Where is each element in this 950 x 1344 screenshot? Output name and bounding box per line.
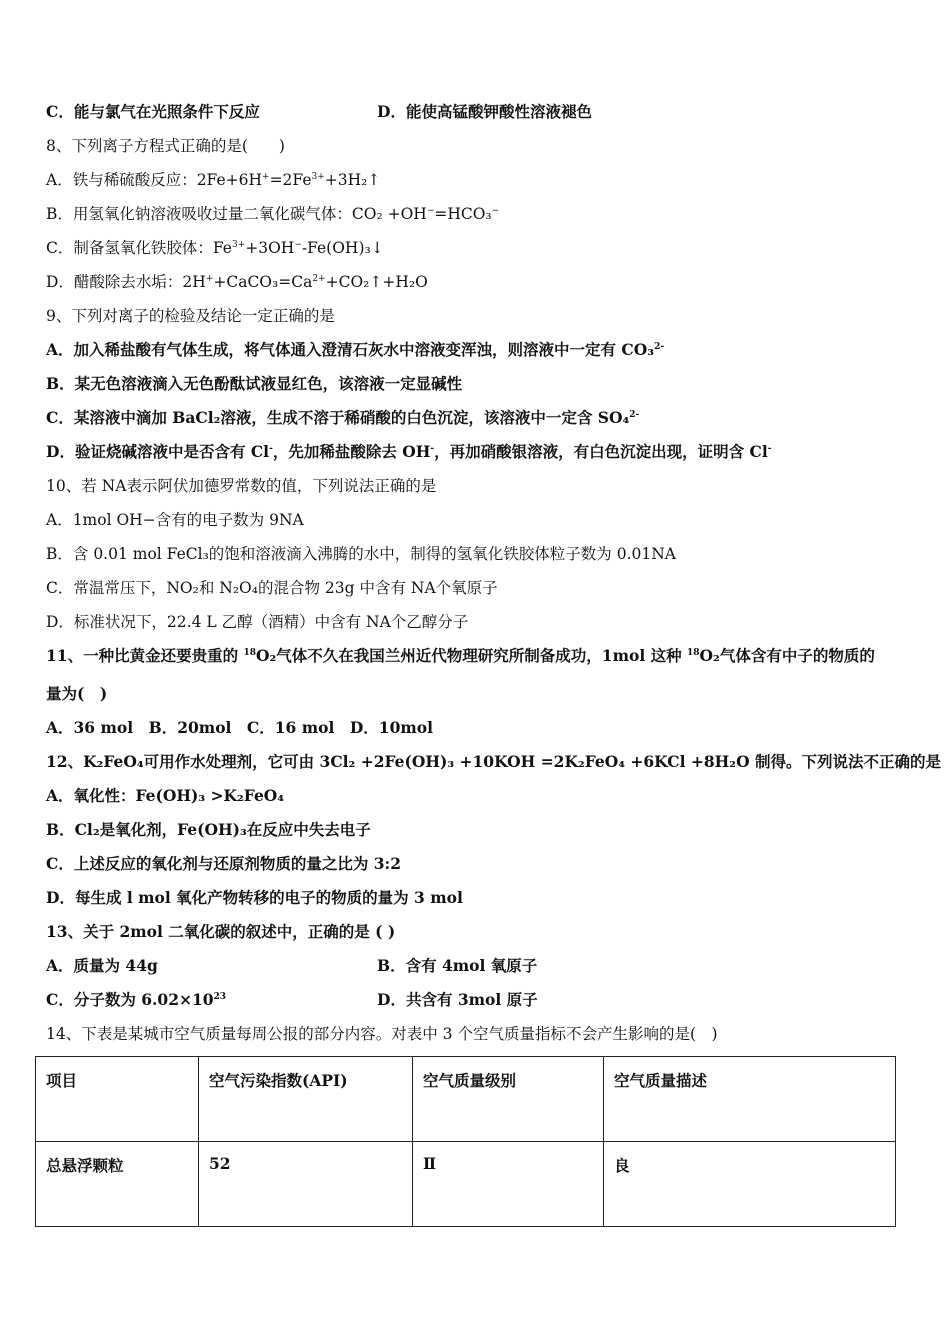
table-row (36, 1142, 896, 1227)
q12-option-c: C．上述反应的氧化剂与还原剂物质的量之比为 3:2 (46, 854, 402, 873)
q10-option-a: A．1mol OH−含有的电子数为 9NA (46, 511, 304, 529)
q8-c-text2: +3OH (245, 239, 295, 257)
q9-option-a (46, 340, 664, 360)
table-header-cell: 空气污染指数(API) (199, 1057, 413, 1142)
q11-text3: O₂气体含有中子的物质的 (699, 646, 875, 665)
q13-stem: 13、关于 2mol 二氧化碳的叙述中，正确的是 ( ) (46, 922, 396, 941)
q9-d-text2: ，先加稀盐酸除去 OH (272, 442, 431, 461)
q11-text2: O₂气体不久在我国兰州近代物理研究所制备成功，1mol 这种 (256, 646, 687, 665)
q8-c-sup2: − (294, 239, 302, 250)
q8-a-text2: =2Fe (269, 171, 312, 189)
q11-options: A．36 mol B．20mol C．16 mol D．10mol (46, 718, 433, 737)
q8-d-sup1: + (205, 273, 214, 284)
q10-option-b: B．含 0.01 mol FeCl₃的饱和溶液滴入沸腾的水中，制得的氢氧化铁胶体粒子数为 0.01NA (46, 545, 676, 563)
q9-stem: 9、下列对离子的检验及结论一定正确的是 (46, 307, 335, 325)
q12-option-d: D．每生成 l mol 氧化产物转移的电子的物质的量为 3 mol (46, 888, 463, 907)
q9-d-text1: D．验证烧碱溶液中是否含有 Cl (46, 442, 270, 461)
q12-stem: 12、K₂FeO₄可用作水处理剂，它可由 3Cl₂ +2Fe(OH)₃ +10KOH =2K₂FeO₄ +6KCl +8H₂O 制得。下列说法不正确的是 (46, 752, 941, 771)
q8-c-sup1: 3+ (231, 239, 246, 250)
q11-sup1: 18 (243, 647, 256, 658)
q13-option-c (46, 990, 226, 1010)
q13-option-d: D．共含有 3mol 原子 (377, 990, 538, 1009)
q8-d-text1: D．醋酸除去水垢：2H (46, 273, 206, 291)
table-header-cell: 空气质量描述 (604, 1057, 896, 1142)
table-cell: Ⅱ (413, 1142, 604, 1227)
q8-option-c (46, 238, 384, 258)
table-cell: 良 (604, 1142, 896, 1227)
q8-stem: 8、下列离子方程式正确的是( ) (46, 137, 285, 155)
q8-c-text1: C．制备氢氧化铁胶体：Fe (46, 239, 232, 257)
q9-d-sup3: - (767, 443, 772, 454)
q8-a-sup1: + (262, 171, 270, 182)
q13-c-sup: 23 (213, 991, 227, 1002)
q8-b-text1: B．用氢氧化钠溶液吸收过量二氧化碳气体：CO₂ +OH (46, 205, 427, 223)
q10-option-c: C．常温常压下，NO₂和 N₂O₄的混合物 23g 中含有 NA个氧原子 (46, 579, 498, 597)
q9-d-sup2: - (430, 443, 435, 454)
q8-c-text3: -Fe(OH)₃↓ (301, 239, 384, 257)
q8-a-sup2: 3+ (311, 171, 325, 182)
q12-option-a: A．氧化性：Fe(OH)₃ >K₂FeO₄ (46, 786, 285, 805)
table-header-cell: 项目 (36, 1057, 199, 1142)
q9-a-text: A．加入稀盐酸有气体生成，将气体通入澄清石灰水中溶液变浑浊，则溶液中一定有 CO₃ (46, 340, 655, 359)
table-cell: 总悬浮颗粒 (36, 1142, 199, 1227)
q8-d-sup2: 2+ (312, 273, 326, 284)
q9-option-c (46, 408, 639, 428)
q9-a-sup: 2- (654, 341, 665, 352)
q8-option-a (46, 170, 380, 190)
table-header-row (36, 1057, 896, 1142)
air-quality-table (35, 1056, 896, 1227)
table-cell: 52 (199, 1142, 413, 1227)
q10-option-d: D．标准状况下，22.4 L 乙醇（酒精）中含有 NA个乙醇分子 (46, 613, 469, 631)
q11-stem-line1 (46, 646, 875, 666)
q8-d-text2: +CaCO₃=Ca (213, 273, 313, 291)
q13-c-text: C．分子数为 6.02×10 (46, 990, 214, 1009)
q10-stem: 10、若 NA表示阿伏加德罗常数的值，下列说法正确的是 (46, 477, 437, 495)
q14-stem: 14、下表是某城市空气质量每周公报的部分内容。对表中 3 个空气质量指标不会产生影响的是( ) (46, 1025, 718, 1043)
q7-option-c: C．能与氯气在光照条件下反应 (46, 102, 260, 121)
q11-stem-line2: 量为( ) (46, 684, 108, 703)
q8-a-text1: A．铁与稀硫酸反应：2Fe+6H (46, 171, 263, 189)
q11-sup2: 18 (687, 647, 700, 658)
q9-c-text: C．某溶液中滴加 BaCl₂溶液，生成不溶于稀硝酸的白色沉淀，该溶液中一定含 SO₄ (46, 408, 630, 427)
q8-b-sup1: − (426, 205, 435, 216)
q9-option-d (46, 442, 772, 462)
q8-b-text2: =HCO₃ (434, 205, 492, 223)
q7-option-d: D．能使高锰酸钾酸性溶液褪色 (377, 102, 592, 121)
q9-d-sup1: - (269, 443, 273, 454)
q8-b-sup2: − (491, 205, 500, 216)
q9-c-sup: 2- (629, 409, 640, 420)
q8-option-d (46, 272, 428, 292)
table-header-cell: 空气质量级别 (413, 1057, 604, 1142)
q13-option-b: B．含有 4mol 氧原子 (377, 956, 538, 975)
q8-option-b (46, 204, 499, 224)
q12-option-b: B．Cl₂是氧化剂，Fe(OH)₃在反应中失去电子 (46, 820, 371, 839)
q9-option-b: B．某无色溶液滴入无色酚酞试液显红色，该溶液一定显碱性 (46, 374, 463, 393)
q9-d-text3: ，再加硝酸银溶液，有白色沉淀出现，证明含 Cl (434, 442, 768, 461)
q8-d-text3: +CO₂↑+H₂O (325, 273, 428, 291)
q8-a-text3: +3H₂↑ (324, 171, 381, 189)
q13-option-a: A．质量为 44g (46, 956, 158, 975)
q11-text1: 11、一种比黄金还要贵重的 (46, 646, 244, 665)
